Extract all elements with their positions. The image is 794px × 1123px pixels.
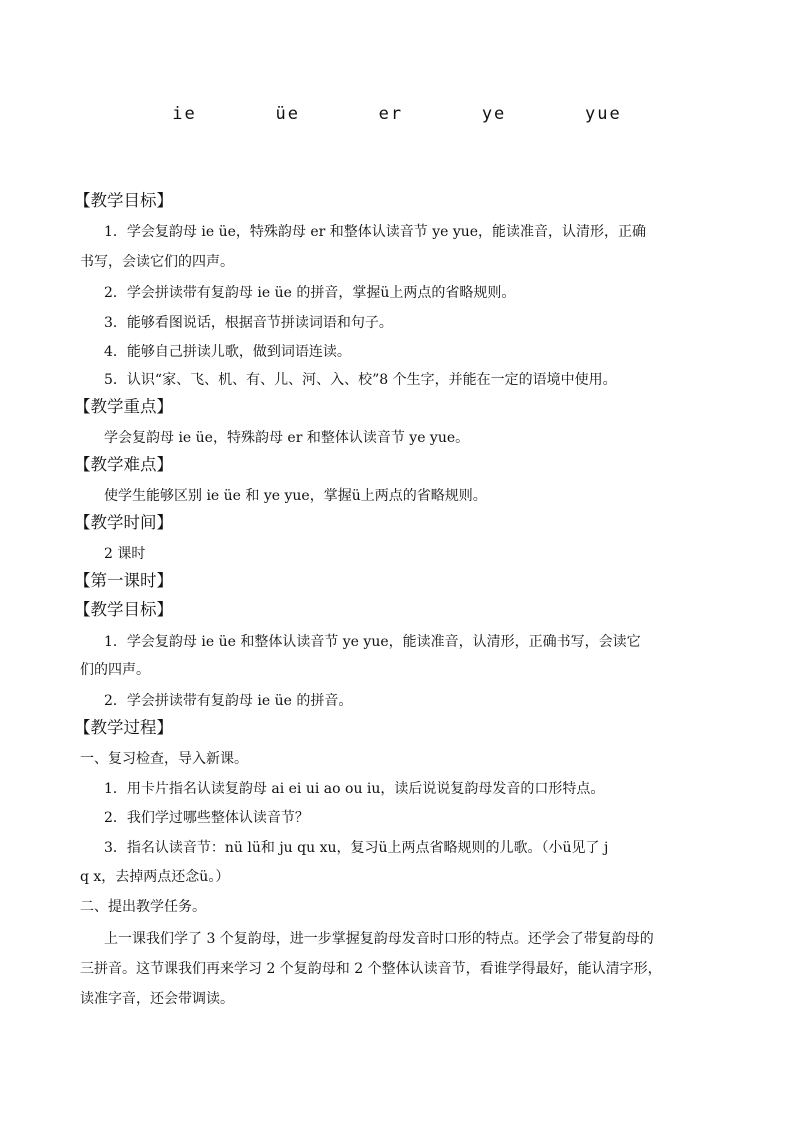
step-1-item-3-line-2: q x，去掉两点还念ü。） xyxy=(80,869,230,885)
goal-item-1-line-1: 1．学会复韵母 ie üe，特殊韵母 er 和整体认读音节 ye yue，能读准音，认清形，正确 xyxy=(104,224,647,240)
goal-item-2: 2．学会拼读带有复韵母 ie üe 的拼音，掌握ü上两点的省略规则。 xyxy=(104,285,516,301)
key-points-text: 学会复韵母 ie üe，特殊韵母 er 和整体认读音节 ye yue。 xyxy=(104,430,470,446)
goal-item-5: 5．认识“家、飞、机、有、儿、河、入、校”8 个生字，并能在一定的语境中使用。 xyxy=(104,372,617,388)
goal-item-1-line-2: 书写，会读它们的四声。 xyxy=(80,254,234,270)
step-1-item-1: 1．用卡片指名认读复韵母 ai ei ui ao ou iu，读后说说复韵母发音的口形特点。 xyxy=(104,781,605,797)
heading-key-points: 【教学重点】 xyxy=(74,397,173,416)
goal-item-4: 4．能够自己拼读儿歌，做到词语连读。 xyxy=(104,344,351,360)
heading-teaching-time: 【教学时间】 xyxy=(74,513,173,532)
lesson-goal-2: 2．学会拼读带有复韵母 ie üe 的拼音。 xyxy=(104,693,353,709)
heading-lesson-goals: 【教学目标】 xyxy=(74,600,173,619)
heading-teaching-process: 【教学过程】 xyxy=(74,718,173,737)
step-2-paragraph-line-2: 三拼音。这节课我们再来学习 2 个复韵母和 2 个整体认读音节，看谁学得最好，能认清字形， xyxy=(80,961,662,977)
step-1-item-3-line-1: 3．指名认读音节：nü lü和 ju qu xu，复习ü上两点省略规则的儿歌。（小ü见了 j xyxy=(104,840,609,856)
step-1-item-2: 2．我们学过哪些整体认读音节？ xyxy=(104,810,309,826)
lesson-goal-1-line-2: 们的四声。 xyxy=(80,662,150,678)
heading-first-lesson: 【第一课时】 xyxy=(74,571,173,590)
page-title: ie üe er ye yue xyxy=(172,104,622,124)
teaching-time-text: 2 课时 xyxy=(104,546,146,562)
heading-teaching-goals: 【教学目标】 xyxy=(74,191,173,210)
process-step-2: 二、提出教学任务。 xyxy=(80,899,206,915)
lesson-goal-1-line-1: 1．学会复韵母 ie üe 和整体认读音节 ye yue，能读准音，认清形，正确书写，会读它 xyxy=(104,634,641,650)
difficulties-text: 使学生能够区别 ie üe 和 ye yue，掌握ü上两点的省略规则。 xyxy=(104,488,487,504)
goal-item-3: 3．能够看图说话，根据音节拼读词语和句子。 xyxy=(104,315,393,331)
step-2-paragraph-line-3: 读准字音，还会带调读。 xyxy=(80,991,234,1007)
step-2-paragraph-line-1: 上一课我们学了 3 个复韵母，进一步掌握复韵母发音时口形的特点。还学会了带复韵母的 xyxy=(104,931,654,947)
process-step-1: 一、复习检查，导入新课。 xyxy=(80,751,248,767)
heading-difficulties: 【教学难点】 xyxy=(74,455,173,474)
